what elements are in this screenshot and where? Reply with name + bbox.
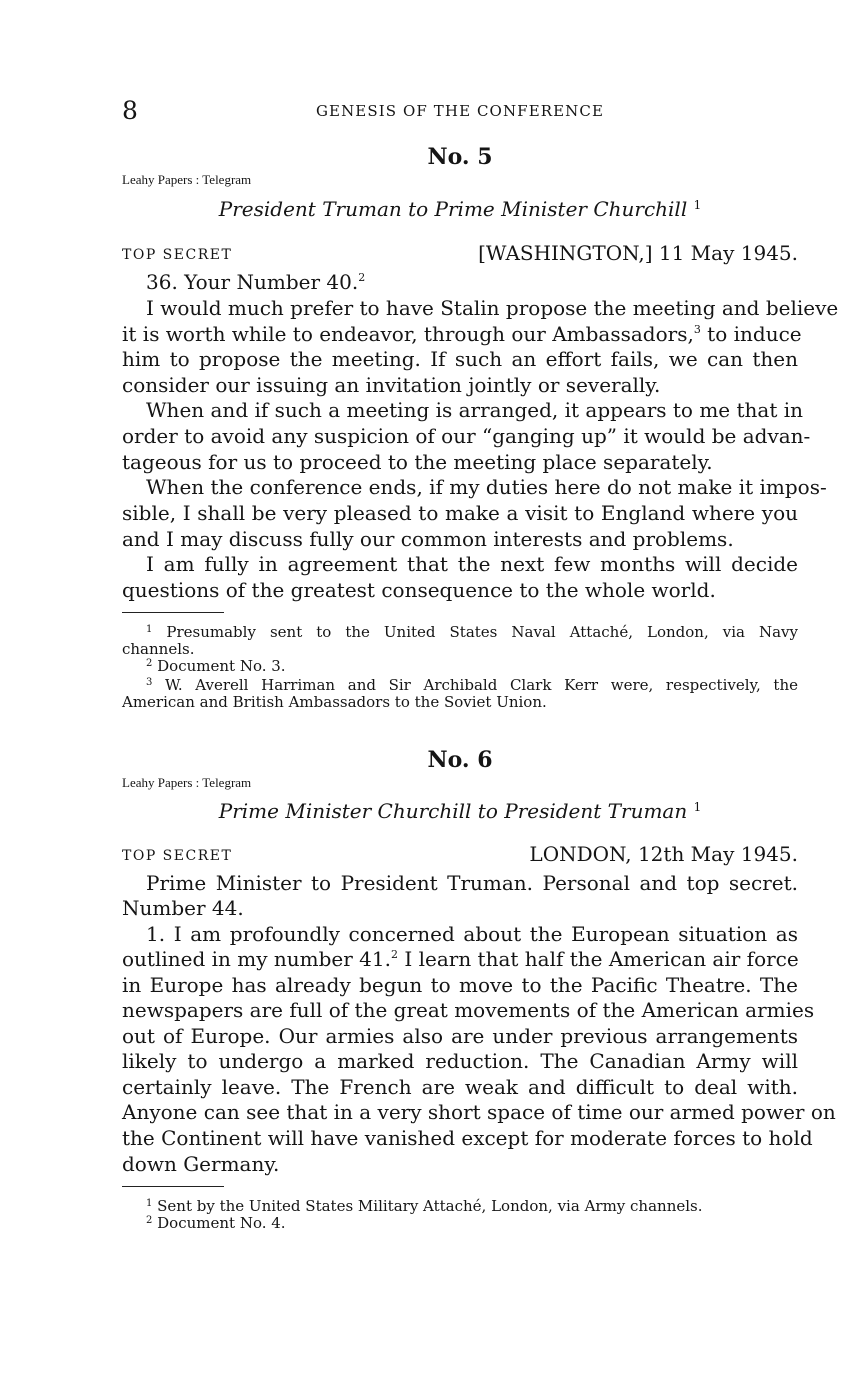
body-line — [122, 270, 798, 295]
body-line: I would much prefer to have Stalin propose the meeting and believe — [146, 296, 839, 320]
footnote-line: American and British Ambassadors to the Soviet Union. — [122, 693, 547, 711]
footnote-line — [122, 658, 798, 675]
heading-text: Prime Minister Churchill to President Truman — [218, 799, 688, 823]
body-line: I am fully in agreement that the next few months will decide — [146, 552, 798, 576]
body-line: 1. I am profoundly concerned about the European situation as — [146, 922, 798, 946]
footnote-ref: 3 — [693, 323, 701, 336]
footnote-text: Presumably sent to the United States Naval Attaché, London, via Navy — [152, 623, 798, 641]
document-source-5: Leahy Papers : Telegram — [122, 172, 252, 187]
body-line: Anyone can see that in a very short space of time our armed power on — [122, 1100, 836, 1124]
document-heading-5 — [122, 197, 798, 221]
classification-label: TOP SECRET — [122, 848, 233, 864]
footnote-ref: 2 — [358, 271, 366, 284]
footnote-line — [122, 624, 798, 641]
body-line: consider our issuing an invitation jointly or severally. — [122, 373, 661, 397]
body-line: order to avoid any suspicion of our “ganging up” it would be advan- — [122, 424, 811, 448]
dateline: LONDON, 12th May 1945. — [529, 842, 798, 866]
classification-line-5 — [122, 241, 798, 267]
footnote-rule — [122, 1186, 224, 1187]
line-text: I learn that half the American air force — [397, 947, 799, 971]
footnote-mark: 2 — [146, 658, 153, 669]
line-text: it is worth while to endeavor, through our Ambassadors, — [122, 322, 694, 346]
body-line — [122, 322, 802, 347]
body-line: When and if such a meeting is arranged, it appears to me that in — [146, 398, 804, 422]
body-line: the Continent will have vanished except for moderate forces to hold — [122, 1126, 813, 1150]
body-line: certainly leave. The French are weak and difficult to deal with. — [122, 1075, 798, 1099]
footnote-line — [122, 1198, 798, 1215]
footnote-text: Sent by the United States Military Attaché, London, via Army channels. — [152, 1197, 703, 1215]
line-text: 36. Your Number 40. — [146, 270, 359, 294]
line-text: to induce — [700, 322, 802, 346]
footnote-mark: 2 — [146, 1215, 153, 1226]
running-head — [122, 96, 798, 128]
dateline: [WASHINGTON,] 11 May 1945. — [478, 241, 798, 265]
footnote-line — [122, 1215, 798, 1232]
line-text: outlined in my number 41. — [122, 947, 391, 971]
body-line: Prime Minister to President Truman. Personal and top secret. — [146, 871, 798, 895]
footnote-line — [122, 677, 798, 694]
classification-line-6 — [122, 842, 798, 868]
footnote-text: W. Averell Harriman and Sir Archibald Clark Kerr were, respectively, the — [152, 676, 798, 694]
footnote-ref: 1 — [693, 800, 702, 814]
body-line: in Europe has already begun to move to the Pacific Theatre. The — [122, 973, 798, 997]
classification-label: TOP SECRET — [122, 247, 233, 263]
heading-text: President Truman to Prime Minister Churchill — [218, 197, 688, 221]
body-line: tageous for us to proceed to the meeting place separately. — [122, 450, 713, 474]
footnote-line: channels. — [122, 640, 195, 658]
footnote-mark: 3 — [146, 677, 153, 688]
footnote-ref: 2 — [390, 948, 398, 961]
document-heading-6 — [122, 799, 798, 823]
document-number-5: No. 5 — [427, 144, 493, 170]
body-line: and I may discuss fully our common interests and problems. — [122, 527, 734, 551]
body-line: him to propose the meeting. If such an effort fails, we can then — [122, 347, 798, 371]
body-line: Number 44. — [122, 896, 244, 920]
footnote-mark: 1 — [146, 1198, 153, 1209]
body-line: newspapers are full of the great movements of the American armies — [122, 998, 815, 1022]
page-number: 8 — [122, 96, 138, 125]
document-source-6: Leahy Papers : Telegram — [122, 775, 252, 790]
footnote-ref: 1 — [693, 198, 702, 212]
footnote-text: Document No. 4. — [152, 1214, 286, 1232]
body-line: down Germany. — [122, 1152, 280, 1176]
body-line: When the conference ends, if my duties here do not make it impos- — [146, 475, 827, 499]
running-title: GENESIS OF THE CONFERENCE — [315, 102, 605, 120]
body-line — [122, 947, 798, 972]
body-line: questions of the greatest consequence to the whole world. — [122, 578, 716, 602]
body-line: out of Europe. Our armies also are under previous arrangements — [122, 1024, 798, 1048]
footnote-mark: 1 — [146, 624, 153, 635]
document-number-6: No. 6 — [427, 747, 493, 773]
footnote-text: Document No. 3. — [152, 657, 286, 675]
body-line: sible, I shall be very pleased to make a visit to England where you — [122, 501, 798, 525]
body-line: likely to undergo a marked reduction. The Canadian Army will — [122, 1049, 798, 1073]
footnote-rule — [122, 612, 224, 613]
